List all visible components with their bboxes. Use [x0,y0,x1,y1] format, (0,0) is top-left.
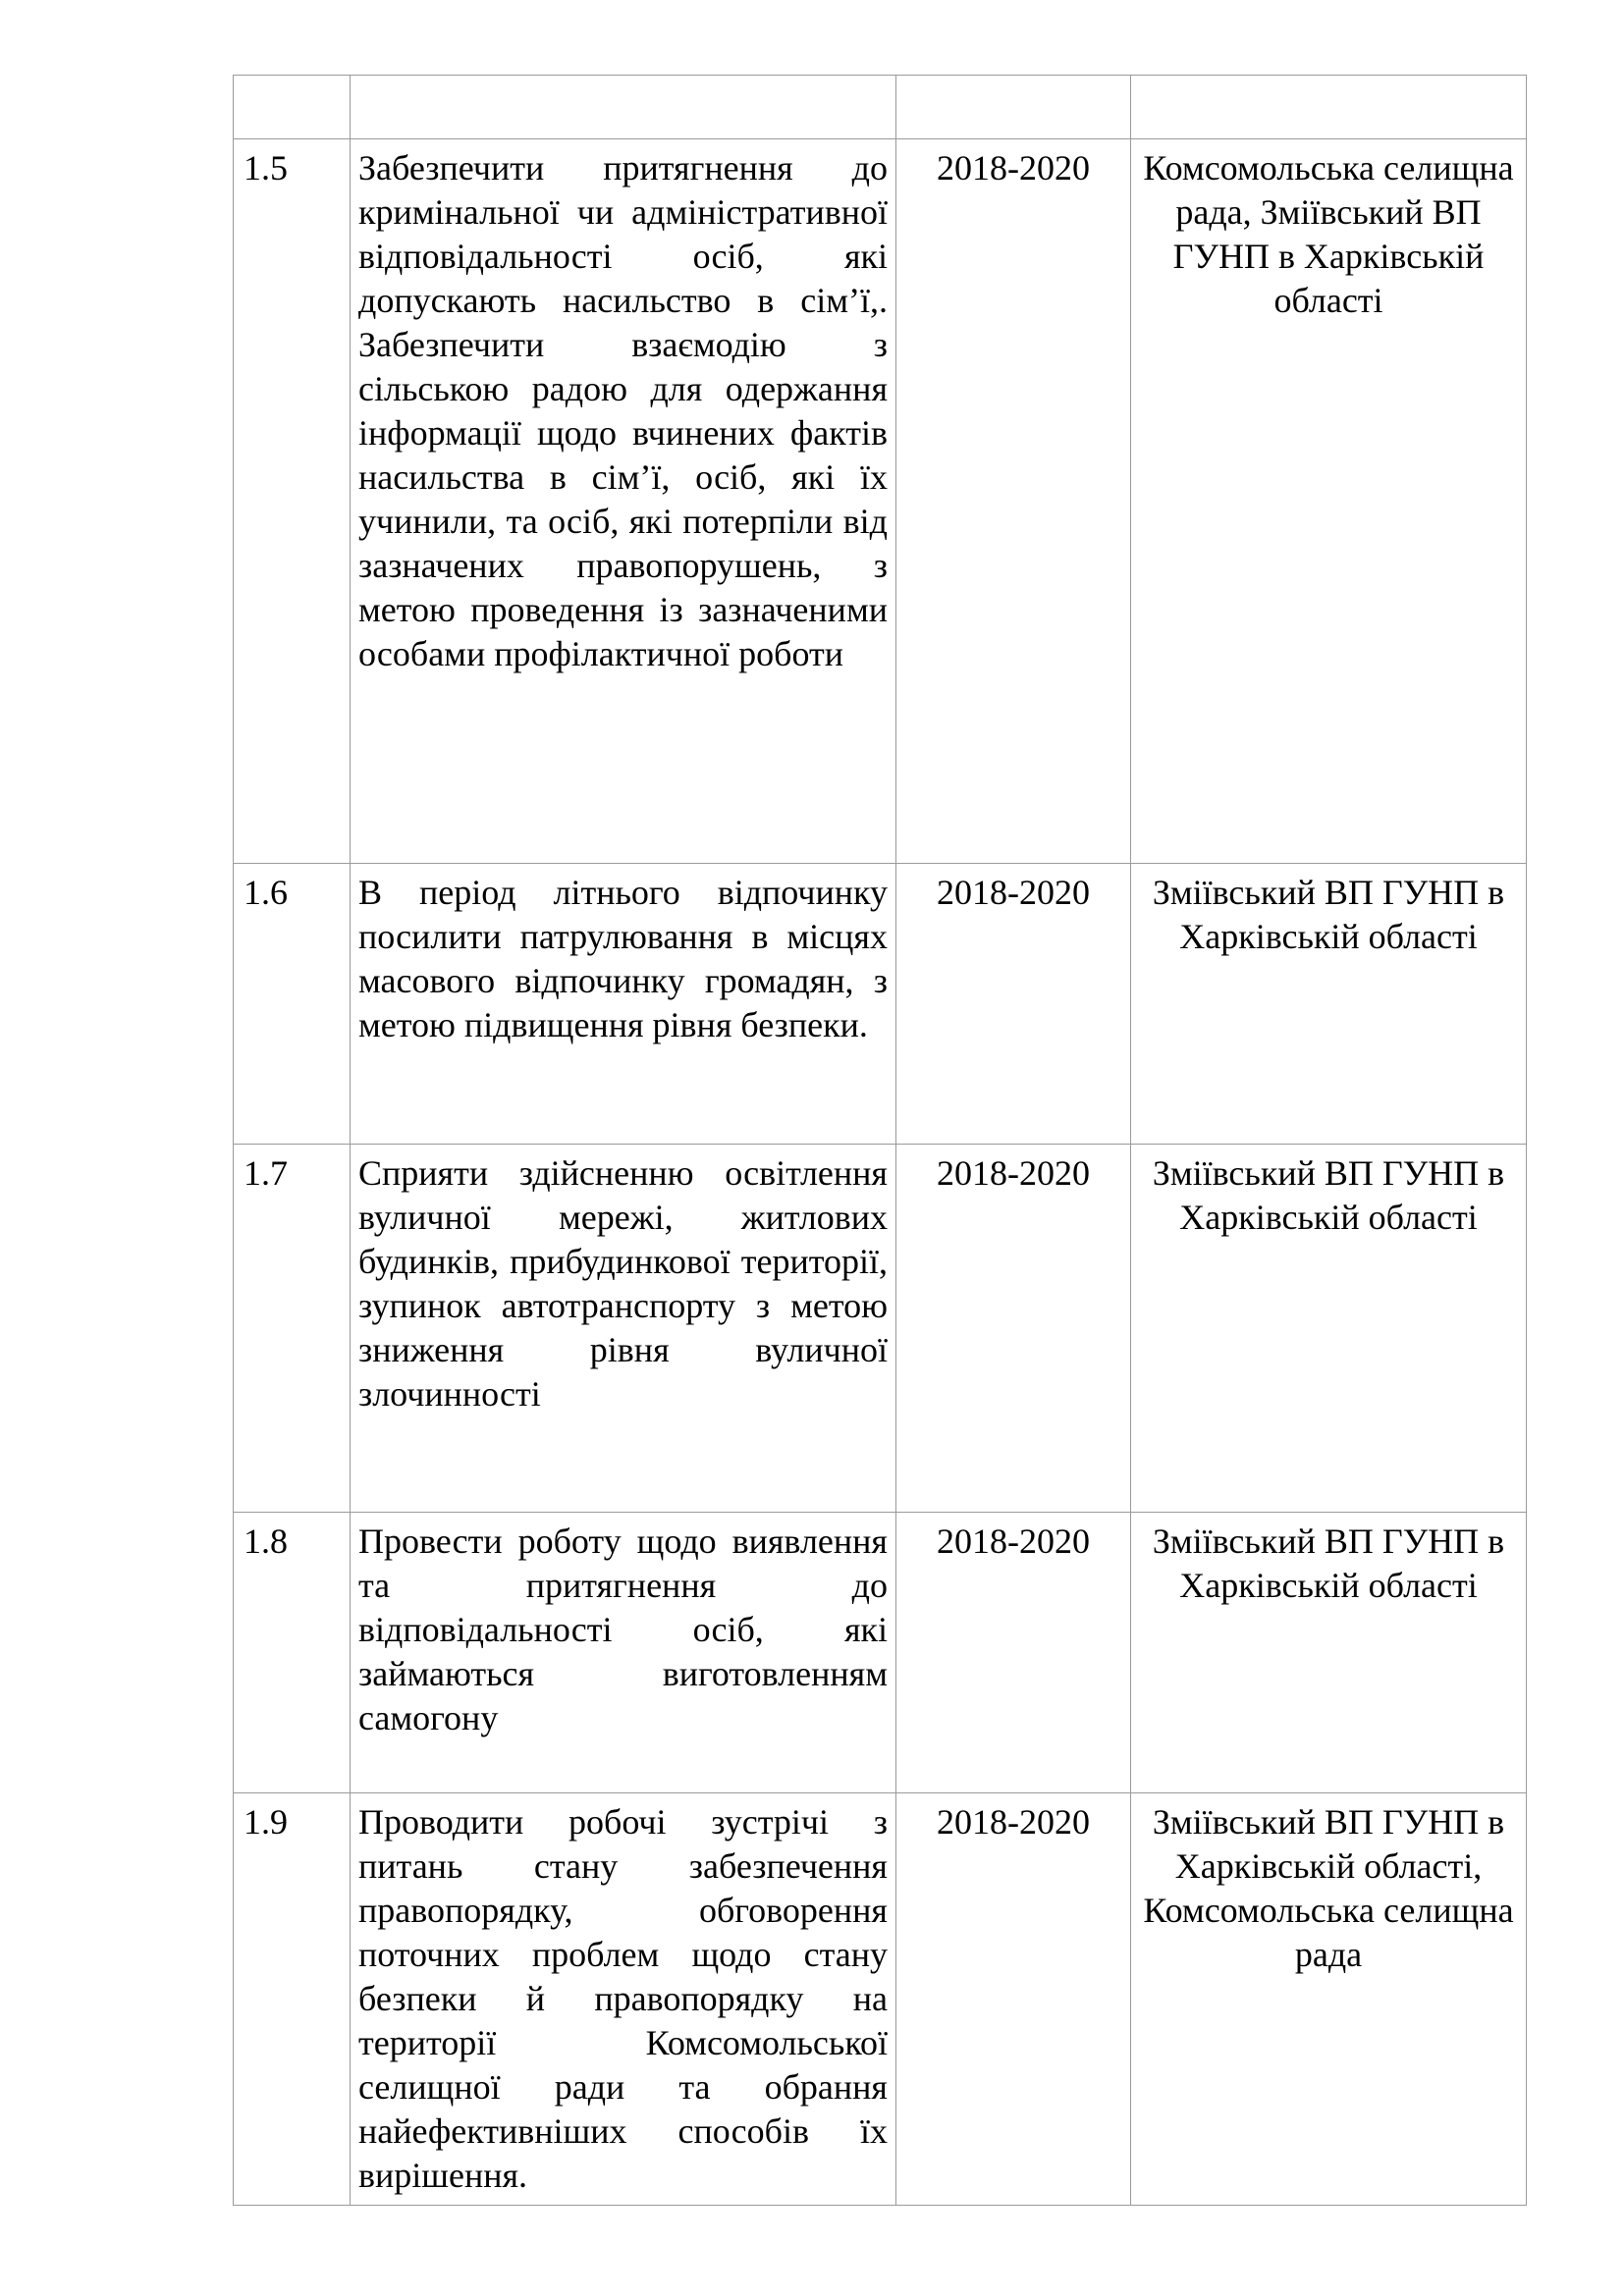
term-period: 2018-2020 [896,1793,1131,2206]
table-row [234,1513,1527,1793]
term-period: 2018-2020 [896,139,1131,864]
cell-empty [1131,76,1527,139]
responsible-body: Зміївський ВП ГУНП в Харківській області [1131,864,1527,1145]
table-row [234,139,1527,864]
task-description [351,1145,896,1513]
table-row [234,1793,1527,2206]
task-text: Забезпечити притягнення до кримінальної чи адміністративної відповідальності осіб, які допускають насильство в сім’ї,. Забезпечити взаємодію з сільською радою для одержання інформації щодо вчинених фактів насильства в сім’ї, осіб, які їх учинили, та осіб, які потерпіли від зазначених правопорушень, з метою проведення із зазначеними особами профілактичної роботи [358,148,888,673]
responsible-body: Зміївський ВП ГУНП в Харківській області [1131,1145,1527,1513]
row-number: 1.6 [234,864,351,1145]
task-text: Проводити робочі зустрічі з питань стану забезпечення правопорядку, обговорення поточних проблем щодо стану безпеки й правопорядку на території Комсомольської селищної ради та обрання найефективніших способів їх вирішення. [358,1802,888,2195]
cell-empty [234,76,351,139]
table-row-continuation [234,76,1527,139]
row-number: 1.8 [234,1513,351,1793]
task-description [351,1513,896,1793]
responsible-body: Зміївський ВП ГУНП в Харківській області, Комсомольська селищна рада [1131,1793,1527,2206]
task-text: Сприяти здійсненню освітлення вуличної мережі, житлових будинків, прибудинкової території, зупинок автотранспорту з метою зниження рівня вуличної злочинності [358,1153,888,1414]
task-description [351,1793,896,2206]
row-number: 1.5 [234,139,351,864]
task-description [351,864,896,1145]
row-number: 1.7 [234,1145,351,1513]
term-period: 2018-2020 [896,1513,1131,1793]
row-number: 1.9 [234,1793,351,2206]
task-text: Провести роботу щодо виявлення та притягнення до відповідальності осіб, які займаються виготовленням самогону [358,1522,888,1737]
term-period: 2018-2020 [896,864,1131,1145]
table-row [234,1145,1527,1513]
task-description [351,139,896,864]
cell-empty [351,76,896,139]
task-text: В період літнього відпочинку посилити патрулювання в місцях масового відпочинку громадян, з метою підвищення рівня безпеки. [358,873,888,1044]
responsible-body: Комсомольська селищна рада, Зміївський ВП ГУНП в Харківській області [1131,139,1527,864]
table-row [234,864,1527,1145]
term-period: 2018-2020 [896,1145,1131,1513]
measures-table [233,75,1527,2206]
cell-empty [896,76,1131,139]
responsible-body: Зміївський ВП ГУНП в Харківській області [1131,1513,1527,1793]
